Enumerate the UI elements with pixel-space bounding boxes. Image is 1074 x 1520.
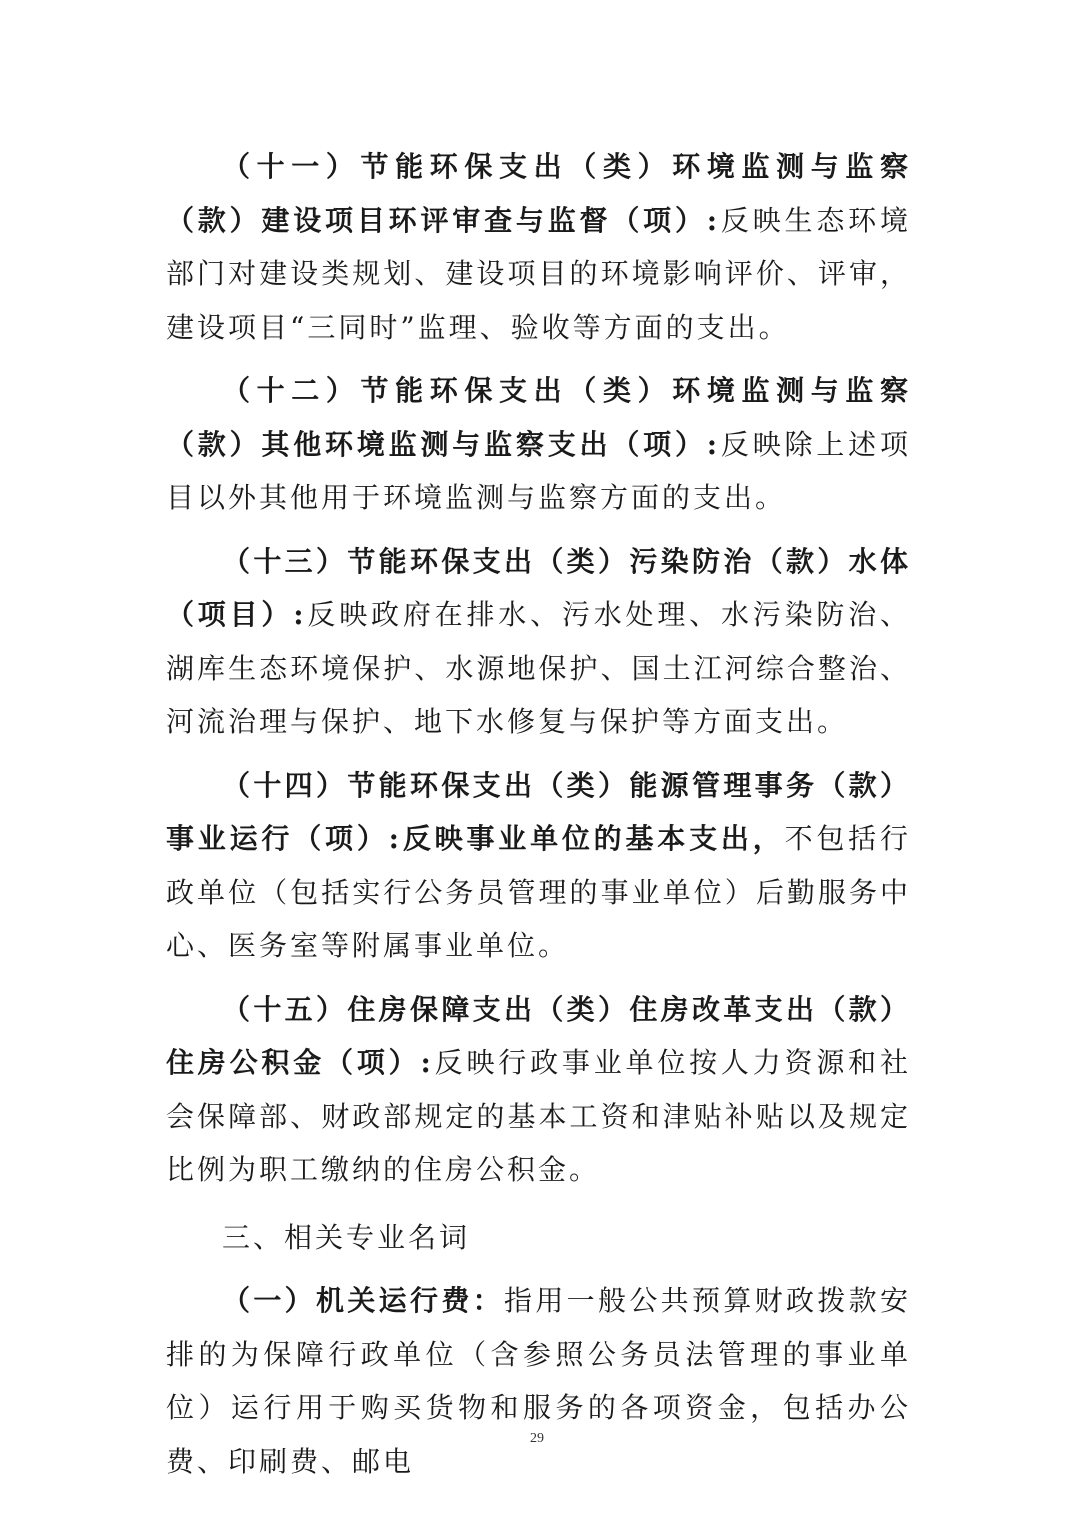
paragraph-14-heading: （十四）节能环保支出（类）能源管理事务（款）事业运行（项）:反映事业单位的基本支出， (166, 768, 911, 855)
paragraph-12-body: 反映除上述项目以外其他用于环境监测与监察方面的支出。 (166, 427, 911, 514)
document-page (166, 140, 911, 1488)
paragraph-12-heading: （十二）节能环保支出（类）环境监测与监察（款）其他环境监测与监察支出（项）: (166, 374, 911, 461)
paragraph-11 (166, 140, 911, 354)
paragraph-11-body: 反映生态环境部门对建设类规划、建设项目的环境影响评价、评审，建设项目“三同时”监理、验收等方面的支出。 (166, 203, 911, 344)
paragraph-15-heading: （十五）住房保障支出（类）住房改革支出（款）住房公积金（项）: (166, 992, 911, 1079)
page-number: 29 (530, 1431, 544, 1446)
paragraph-15-body: 反映行政事业单位按人力资源和社会保障部、财政部规定的基本工资和津贴补贴以及规定比例为职工缴纳的住房公积金。 (166, 1046, 911, 1186)
paragraph-13 (166, 535, 911, 749)
paragraph-15 (166, 983, 911, 1197)
paragraph-14 (166, 759, 911, 973)
paragraph-14-body: 不包括行政单位（包括实行公务员管理的事业单位）后勤服务中心、医务室等附属事业单位。 (166, 822, 911, 962)
paragraph-13-body: 反映政府在排水、污水处理、水污染防治、湖库生态环境保护、水源地保护、国土江河综合整治、河流治理与保护、地下水修复与保护等方面支出。 (166, 598, 911, 738)
term-paragraph (166, 1274, 911, 1488)
section-title: 三、相关专业名词 (222, 1220, 471, 1254)
term-heading: （一）机关运行费： (222, 1284, 504, 1317)
paragraph-13-heading: （十三）节能环保支出（类）污染防治（款）水体（项目）: (166, 544, 911, 631)
paragraph-12 (166, 364, 911, 525)
paragraph-11-heading: （十一）节能环保支出（类）环境监测与监察（款）建设项目环评审查与监督（项）: (166, 150, 911, 237)
term-body: 指用一般公共预算财政拨款安排的为保障行政单位（含参照公务员法管理的事业单位）运行用于购买货物和服务的各项资金，包括办公费、印刷费、邮电 (166, 1284, 911, 1478)
